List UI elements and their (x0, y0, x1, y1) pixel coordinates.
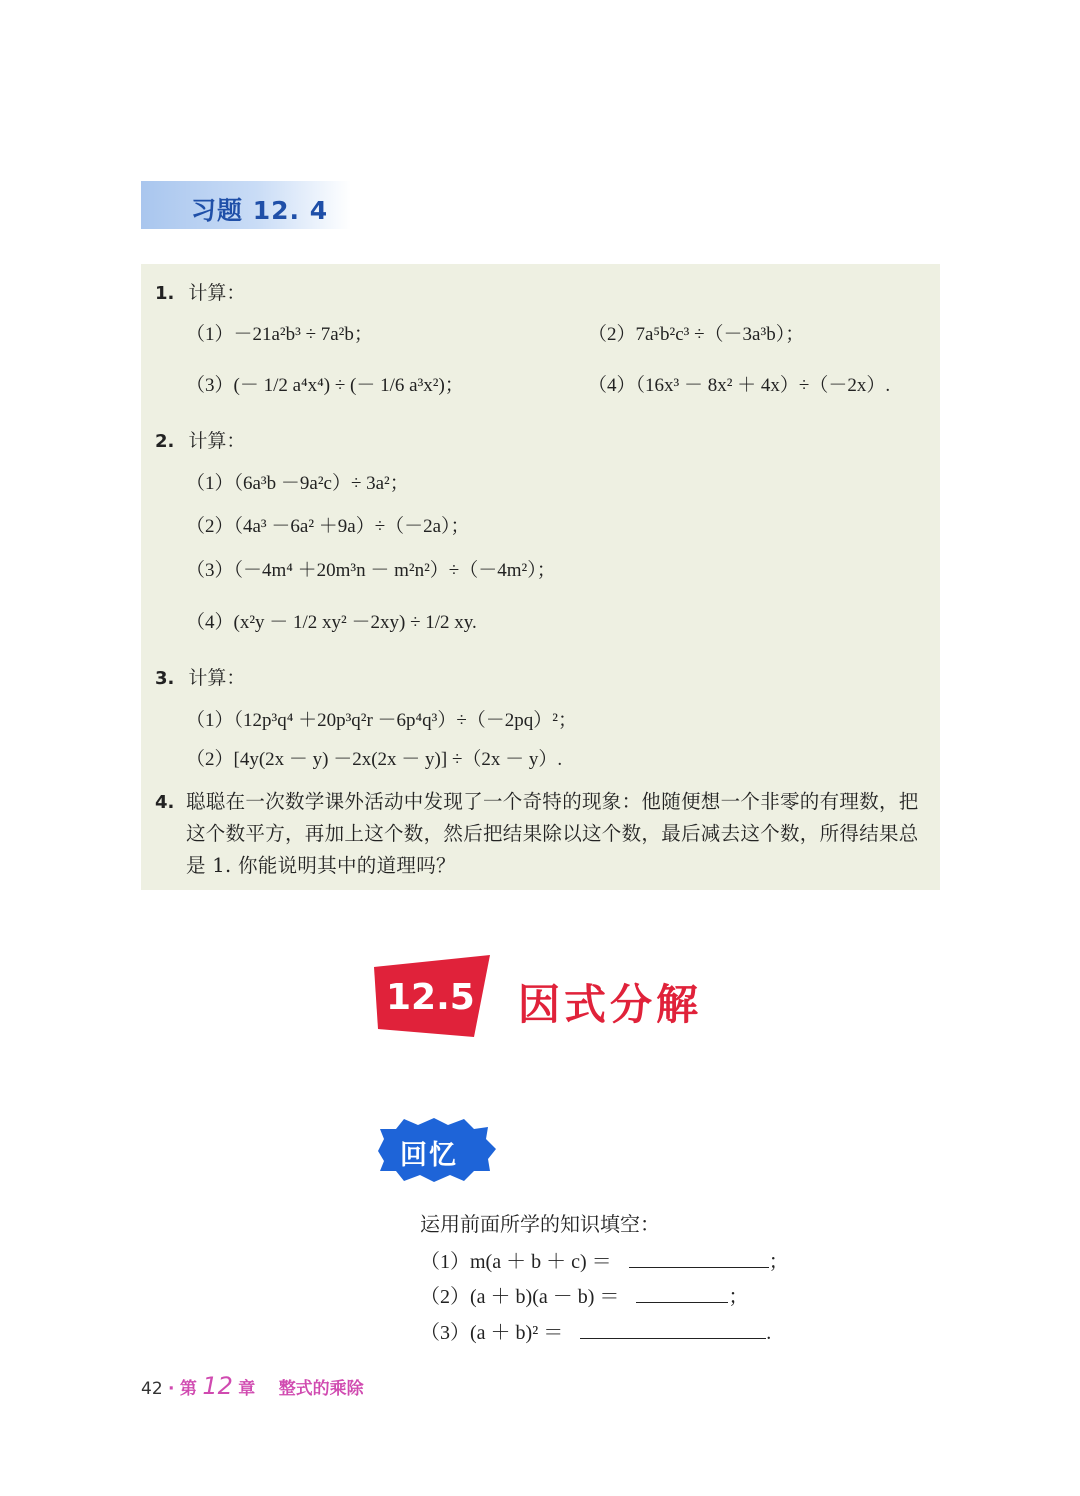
question-2-header: 2. 计算： (155, 430, 246, 452)
exercise-header (141, 181, 351, 229)
q2-item-1: （1）（6a³b －9a²c）÷ 3a²； (186, 473, 409, 494)
question-4-text: 聪聪在一次数学课外活动中发现了一个奇特的现象：他随便想一个非零的有理数，把这个数平方，再加上这个数，然后把结果除以这个数，最后减去这个数，所得结果总是 1. 你能说明其中的道理吗？ (186, 790, 919, 877)
question-4-number: 4. (155, 792, 175, 813)
page-number: 42 (141, 1379, 163, 1399)
question-1-header: 1. 计算： (155, 282, 246, 304)
q1-item-1: （1）－21a²b³ ÷ 7a²b； (186, 324, 373, 345)
answer-blank-3[interactable] (580, 1318, 766, 1339)
section-number-badge (370, 955, 490, 1035)
section-title: 因式分解 (518, 980, 703, 1029)
exercise-title: 习题 12. 4 (191, 196, 329, 225)
q3-item-1: （1）（12p³q⁴ ＋20p³q²r －6p⁴q³）÷（－2pq）²； (186, 710, 577, 731)
recall-label: 回忆 (400, 1140, 458, 1171)
recall-item-1: （1）m(a ＋ b ＋ c) ＝ ； (420, 1247, 789, 1274)
q3-item-2: （2）[4y(2x － y) －2x(2x － y)] ÷（2x － y）. (186, 749, 563, 770)
q2-item-4: （4）(x²y － 1/2 xy² －2xy) ÷ 1/2 xy. (186, 612, 477, 633)
recall-item-2: （2）(a ＋ b)(a － b) ＝ ； (420, 1282, 748, 1309)
chapter-title: 整式的乘除 (278, 1379, 364, 1399)
recall-badge (370, 1115, 500, 1185)
q1-item-4: （4）（16x³ － 8x² ＋ 4x）÷（－2x）. (588, 375, 891, 396)
q1-item-3: （3）(－ 1/2 a⁴x⁴) ÷ (－ 1/6 a³x²)； (186, 375, 464, 396)
recall-item-3: （3）(a ＋ b)² ＝ . (420, 1318, 771, 1345)
q2-item-2: （2）（4a³ －6a² ＋9a）÷（－2a）； (186, 516, 470, 537)
page-footer (141, 1372, 364, 1400)
recall-intro: 运用前面所学的知识填空： (420, 1212, 660, 1236)
chapter-number: 12 (202, 1372, 233, 1400)
section-number: 12.5 (386, 977, 475, 1018)
footer-dot: · (168, 1379, 175, 1399)
chapter-suffix: 章 (238, 1379, 256, 1399)
q1-item-2: （2）7a⁵b²c³ ÷（－3a³b）； (588, 324, 805, 345)
answer-blank-1[interactable] (629, 1247, 769, 1268)
chapter-prefix: 第 (179, 1379, 197, 1399)
question-3-header: 3. 计算： (155, 667, 246, 689)
q2-item-3: （3）（－4m⁴ ＋20m³n － m²n²）÷（－4m²）； (186, 560, 556, 581)
answer-blank-2[interactable] (636, 1282, 728, 1303)
